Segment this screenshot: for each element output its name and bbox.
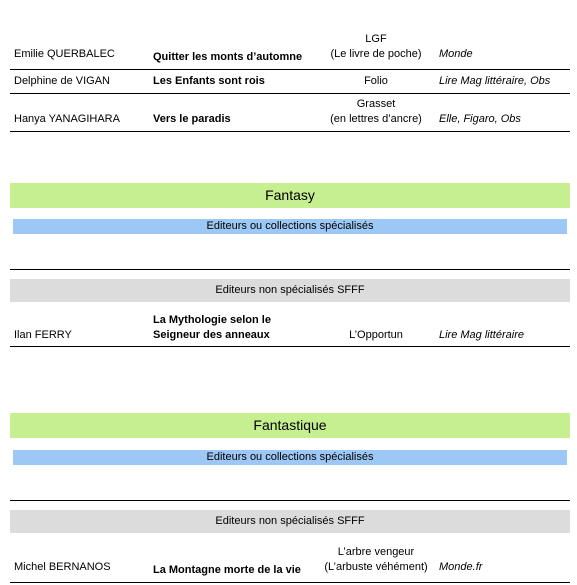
press-cell: Lire Mag littéraire: [439, 329, 524, 341]
title-cell: Vers le paradis: [153, 113, 231, 125]
table-row: [10, 94, 570, 132]
press-cell: Monde: [439, 48, 473, 60]
publisher-cell: Grasset: [356, 98, 396, 110]
publisher-cell: L’Opportun: [349, 329, 403, 341]
publisher-cell: Folio: [364, 75, 388, 87]
title-cell-sub: Seigneur des anneaux: [153, 329, 270, 341]
section-heading-fantastique: Fantastique: [10, 413, 570, 438]
table-row: [10, 311, 570, 347]
press-cell: Lire Mag littéraire, Obs: [439, 75, 551, 87]
author-cell: Hanya YANAGIHARA: [14, 113, 120, 125]
author-cell: Emilie QUERBALEC: [14, 48, 115, 60]
title-cell: Les Enfants sont rois: [153, 75, 265, 87]
title-cell: Quitter les monts d’automne: [153, 51, 303, 63]
non-specialised-publishers-band: Editeurs non spécialisés SFFF: [10, 510, 570, 533]
publisher-cell: L’arbre vengeur: [337, 546, 415, 558]
table-row: [10, 30, 570, 70]
non-specialised-publishers-band: Editeurs non spécialisés SFFF: [10, 279, 570, 302]
section-heading-fantasy: Fantasy: [10, 183, 570, 208]
specialised-publishers-band: Editeurs ou collections spécialisés: [13, 219, 567, 234]
table-row: [10, 70, 570, 94]
publisher-cell-sub: (en lettres d’ancre): [330, 113, 422, 125]
author-cell: Michel BERNANOS: [14, 561, 111, 573]
author-cell: Delphine de VIGAN: [14, 75, 110, 87]
title-cell: La Mythologie selon le: [153, 314, 271, 326]
publisher-cell-sub: (Le livre de poche): [330, 48, 422, 60]
publisher-cell-sub: (L’arbuste véhément): [324, 561, 428, 573]
title-cell: La Montagne morte de la vie: [153, 564, 301, 576]
specialised-publishers-band: Editeurs ou collections spécialisés: [13, 450, 567, 465]
press-cell: Elle, Figaro, Obs: [439, 113, 521, 125]
publisher-cell: LGF: [365, 33, 387, 45]
author-cell: Ilan FERRY: [14, 329, 72, 341]
divider: [10, 500, 570, 501]
divider: [10, 269, 570, 270]
press-cell: Monde.fr: [439, 561, 483, 573]
table-row: [10, 543, 570, 583]
